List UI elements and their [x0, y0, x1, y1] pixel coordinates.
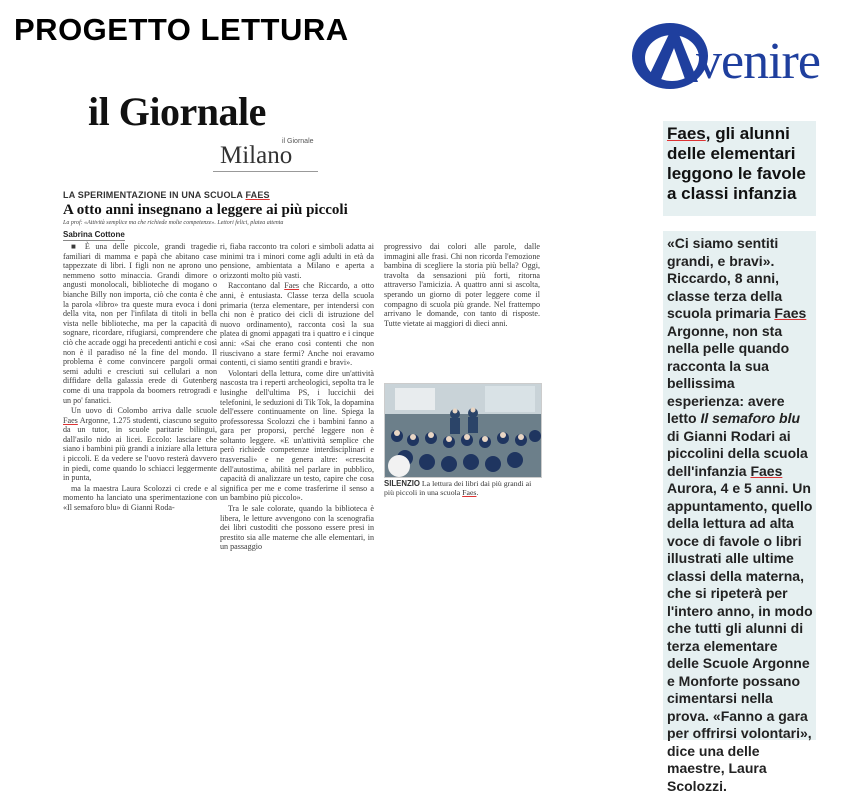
col1-text: Un uovo di Colombo arriva dalle scuole	[71, 406, 217, 416]
article-byline: Sabrina Cottone	[63, 230, 125, 239]
avvenire-headline-faes: Faes	[667, 124, 706, 143]
col2-paragraph-2	[220, 281, 374, 367]
giornale-masthead: il Giornale	[88, 89, 266, 134]
col1-paragraph-3: ma la maestra Laura Scolozzi ci crede e al momento ha lanciato una sperimentazione con «Il semaforo blu» di Gianni Roda-	[63, 483, 217, 513]
col2-paragraph-1: ri, fiaba racconto tra colori e simboli adatta ai minimi tra i minori come agli adulti in età da pensione, ambientata a Milano e aperta a orizzonti molto più vasti.	[220, 242, 374, 280]
caption-label: SILENZIO	[384, 479, 420, 488]
avvenire-body-faes: Faes	[750, 462, 783, 479]
caption-end: .	[476, 488, 479, 498]
avvenire-logo	[626, 18, 850, 92]
classroom-photo	[384, 383, 542, 478]
col1-text-cont: Argonne, 1.275 studenti, ciascuno seguito da un tutor, in scuole paritarie bilingui, dall'asilo nido ai licei. Eccolo: lasciare che siano i bambini più grandi a iniziare alla lettura i piccoli. E da vedere se l'uovo resterà davvero in piedi, come quando lo schiacci leggermente in punta,	[63, 415, 217, 483]
col3-paragraph: progressivo dai colori alle parole, dalle immagini alle frasi. Chi non ricorda l'emozione bambina di scegliere la storia più bella? Oggi, travolta da sensazioni più forti, ritorna attraverso l'amicizia. A quattro anni si ascolta, sperando un giorno di poter leggere come il compagno di scuola più grande. Nel frattempo arrivano le domande, con tanto di risposte. Tutte vietate ai maggiori di dieci anni.	[384, 242, 540, 328]
giornale-small-label: il Giornale	[282, 138, 314, 145]
avvenire-body-faes: Faes	[774, 305, 807, 321]
avvenire-body	[667, 235, 813, 795]
avvenire-body-text: di Gianni Rodari ai piccolini della scuola dell'infanzia	[667, 427, 808, 479]
page-title: PROGETTO LETTURA	[14, 12, 349, 47]
col2-paragraph-4: Tra le sale colorate, quando la biblioteca è libera, le letture avvengono con la scenografia dei libri custoditi che possono essere presi in prestito sia alle materne che alle elementari, in un passaggio	[220, 504, 374, 552]
avvenire-body-text: «Ci siamo sentiti grandi, e bravi». Riccardo, 8 anni, classe terza della scuola primaria	[667, 235, 783, 321]
col1-paragraph-1: ■ È una delle piccole, grandi tragedie familiari di mamma e papà che abitano case tappezzate di libri. I figli non ne aprono uno nemmeno sotto minaccia. Grandi dimore o angusti monolocali, biblioteche di mogano o bianche Billy non importa, ciò che conta è che la parola «libro» tra queste mura evoca i doni della vita, non per l'infilata di titoli in bella vista nelle biblioteche, ma per la capacità di sognare, ricordare, rifugiarsi, comprendere che ciò che accade oggi ha precedenti antichi e così non è il paradiso né la fine del mondo. Il problema è come convincere pargoli ormai semi adulti e cresciuti sui cellulari a non diffidare della galassia erede di Gutenberg come di una trappola da boomers retrogradi e un po' fanatici.	[63, 242, 217, 405]
col2-text-cont: che Riccardo, a otto anni, è entusiasta. Classe terza della scuola primaria (terza elementare, per intendersi con chi non è pratico dei cicli di istruzione del nuovo ordinamento), racconta così la sua platea di gnomi appagati tra i quattro e i cinque anni: «Sai che erano così contenti che non riuscivano a stare fermi? Anche noi eravamo contenti, ci siamo sentiti grandi e bravi».	[220, 281, 375, 368]
svg-text:venire: venire	[696, 33, 820, 90]
kicker-faes: FAES	[245, 190, 270, 200]
avvenire-headline-rest: , gli alunni delle elementari leggono le favole a classi infanzia	[667, 124, 806, 203]
article-subhead: La prof: «Attività semplice ma che richiede molte competenze». Lettori felici, platea attenta	[63, 220, 284, 226]
col2-faes: Faes	[284, 281, 300, 291]
col1-faes: Faes	[63, 415, 78, 425]
avvenire-headline	[667, 124, 815, 204]
article-column-2	[220, 242, 374, 553]
col2-paragraph-3: Volontari della lettura, come dire un'attività nascosta tra i reperti archeologici, sepolta tra le lusinghe dell'ultima PS, i luccichii dei telefonini, le seduzioni di Tik Tok, la dopamina dell'essere continuamente on line. Spiega la professoressa Scolozzi che i bambini fanno a gara per proporsi, perché leggere non è soltanto leggere. «E un'attività semplice che però richiede competenze interdisciplinari e trasversali» e ne genera altre: «crescita dell'autostima, abilità nel parlare in pubblico, capacità di analizzare un testo, capire che cosa significa per me e come trasferirne il senso a un bambino più piccolo».	[220, 368, 374, 503]
article-headline: A otto anni insegnano a leggere ai più piccoli	[63, 202, 348, 218]
col2-text: Raccontano dal	[228, 281, 285, 291]
article-column-3	[384, 242, 540, 329]
avvenire-book-title: Il semaforo blu	[700, 410, 801, 426]
avvenire-body-text: Aurora, 4 e 5 anni. Un appuntamento, quello della lettura ad alta voce di favole o libri illustrati alle ultime classi della materna, che si ripeterà per l'intero anno, in modo che tutti gli alunni di terza elementare delle Scuole Argonne e Monforte possano cimentarsi nella prova. «Fanno a gara per offrirsi volontari», dice una delle maestre, Laura Scolozzi.	[667, 480, 813, 794]
article-column-1	[63, 242, 217, 514]
avvenire-body-text: Argonne, non sta nella pelle quando racconta la sua bellissima esperienza: avere letto	[667, 322, 790, 426]
article-kicker	[63, 190, 270, 200]
col1-paragraph-2	[63, 406, 217, 483]
kicker-prefix: LA SPERIMENTAZIONE IN UNA SCUOLA	[63, 190, 246, 200]
giornale-city: Milano	[220, 142, 293, 169]
caption-text: La lettura dei libri dai più grandi ai più piccoli in una scuola	[384, 479, 532, 498]
caption-faes: Faes	[462, 488, 477, 498]
photo-caption	[384, 479, 542, 498]
masthead-divider	[213, 171, 318, 172]
